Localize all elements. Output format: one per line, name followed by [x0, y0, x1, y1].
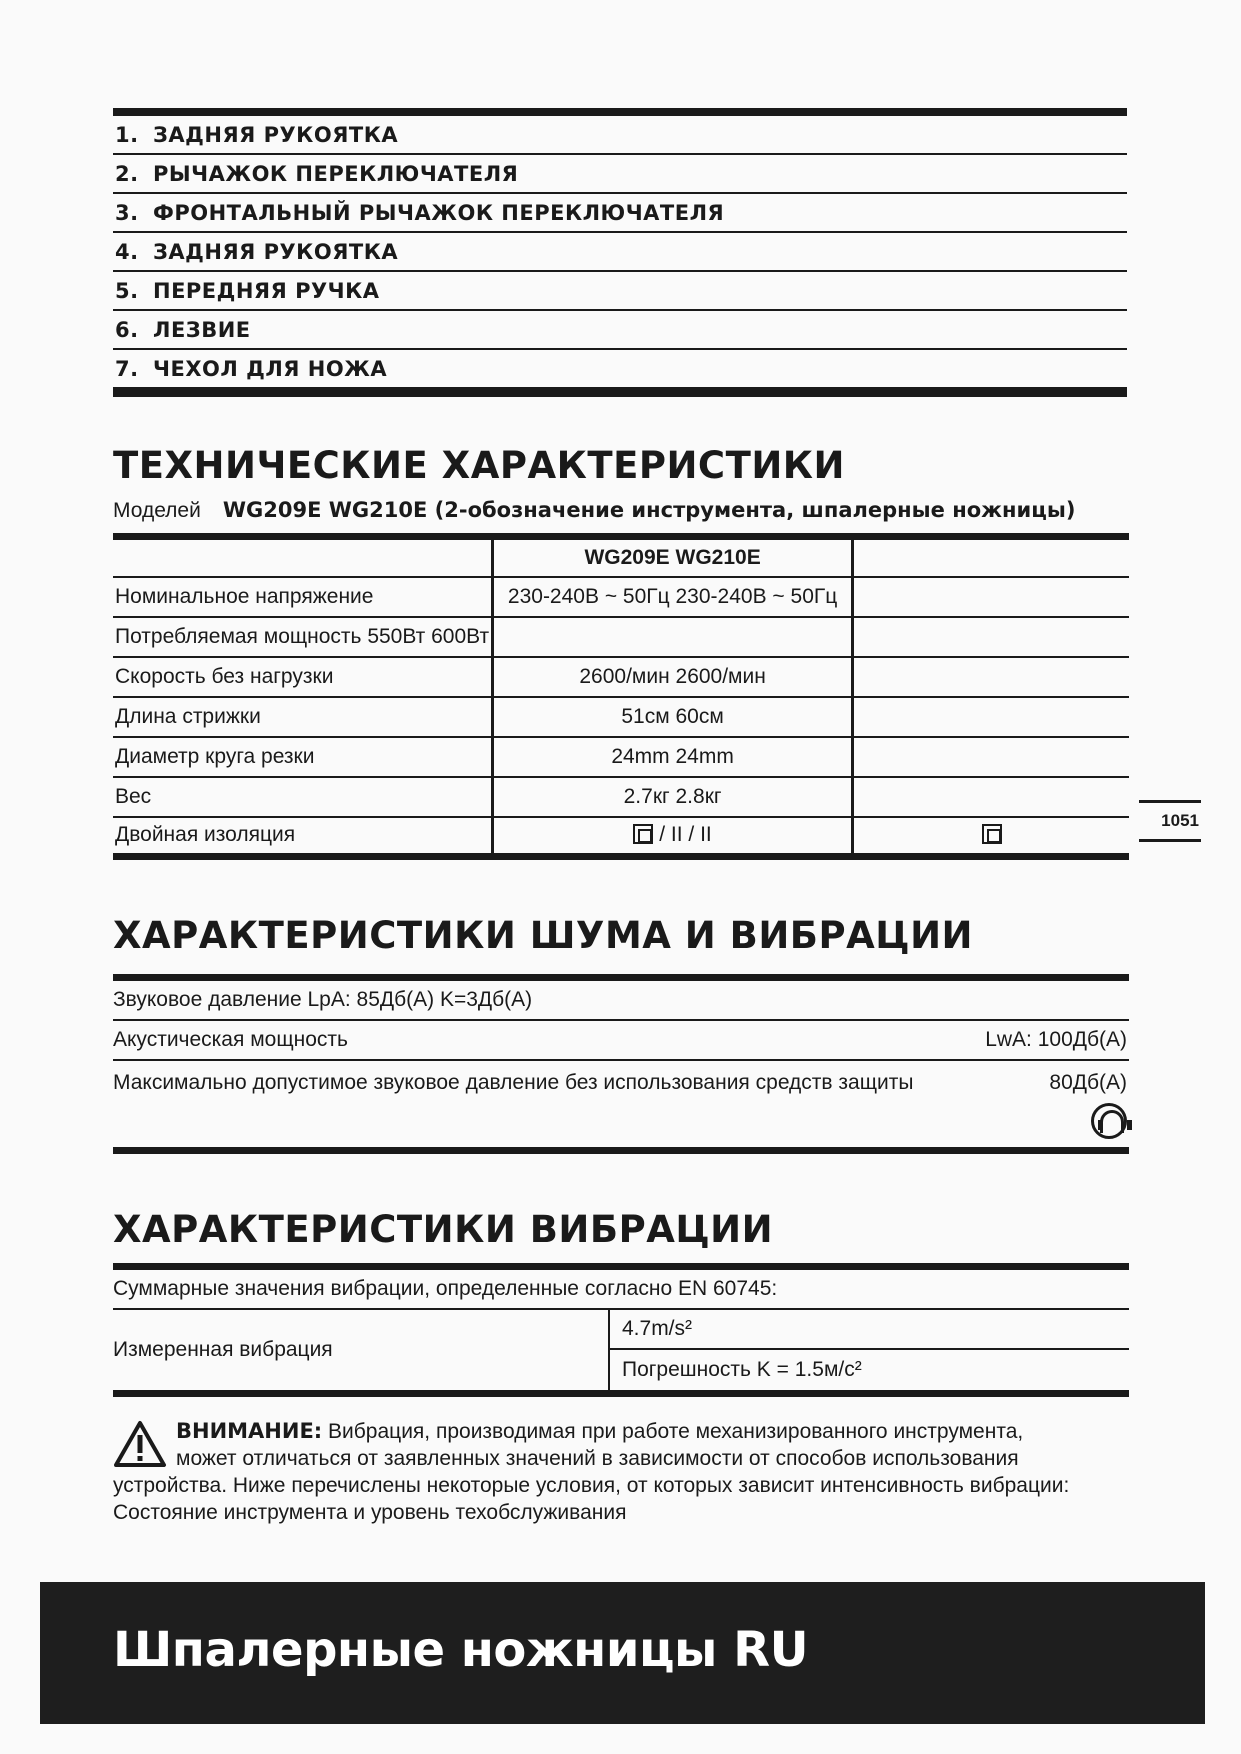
table-row: WG209E WG210E	[113, 537, 1129, 577]
vibration-title: ХАРАКТЕРИСТИКИ ВИБРАЦИИ	[113, 1208, 774, 1251]
noise-table	[113, 974, 1129, 1154]
spec-table	[113, 533, 1129, 860]
ear-protection-icon	[1091, 1103, 1127, 1139]
double-insulation-icon	[633, 824, 653, 844]
page-number: 1051	[1139, 800, 1201, 842]
part-item: 6. ЛЕЗВИЕ	[113, 311, 1127, 350]
table-row: Потребляемая мощность 550Вт 600Вт	[113, 617, 1129, 657]
models-line: Моделей WG209E WG210E (2-обозначение инструмента, шпалерные ножницы)	[113, 498, 1076, 522]
table-row: Суммарные значения вибрации, определенные согласно EN 60745:	[113, 1270, 1129, 1310]
table-row: Скорость без нагрузки 2600/мин 2600/мин	[113, 657, 1129, 697]
table-row: Максимально допустимое звуковое давление без использования средств защиты 80Дб(А)	[113, 1061, 1129, 1147]
parts-bottom-rule	[113, 389, 1127, 397]
parts-top-rule	[113, 108, 1127, 116]
warning-block: ВНИМАНИЕ: Вибрация, производимая при работе механизированного инструмента, может отличаться от заявленных значений в зависимости от способов использования устройства. Ниже перечислены некоторые условия, от которых зависит интенсивность вибрации: Состояние инструмента и уровень техобслуживания	[113, 1419, 1070, 1524]
table-row: Измеренная вибрация 4.7m/s² Погрешность K = 1.5м/с²	[113, 1310, 1129, 1390]
part-item: 4. ЗАДНЯЯ РУКОЯТКА	[113, 233, 1127, 272]
warning-icon	[113, 1420, 167, 1468]
table-row: Диаметр круга резки 24mm 24mm	[113, 737, 1129, 777]
table-row: Номинальное напряжение 230-240В ~ 50Гц 230-240В ~ 50Гц	[113, 577, 1129, 617]
part-item: 1. ЗАДНЯЯ РУКОЯТКА	[113, 116, 1127, 155]
tech-title: ТЕХНИЧЕСКИЕ ХАРАКТЕРИСТИКИ	[113, 444, 845, 487]
part-item: 7. ЧЕХОЛ ДЛЯ НОЖА	[113, 350, 1127, 389]
vibration-table	[113, 1263, 1129, 1397]
table-row: Звуковое давление LpA: 85Дб(А) K=3Дб(А)	[113, 981, 1129, 1021]
footer-title: Шпалерные ножницы RU	[113, 1622, 809, 1678]
part-item: 2. РЫЧАЖОК ПЕРЕКЛЮЧАТЕЛЯ	[113, 155, 1127, 194]
table-row: Длина стрижки 51см 60см	[113, 697, 1129, 737]
table-row: Вес 2.7кг 2.8кг	[113, 777, 1129, 817]
footer-band	[40, 1582, 1205, 1724]
part-item: 3. ФРОНТАЛЬНЫЙ РЫЧАЖОК ПЕРЕКЛЮЧАТЕЛЯ	[113, 194, 1127, 233]
noise-title: ХАРАКТЕРИСТИКИ ШУМА И ВИБРАЦИИ	[113, 914, 974, 957]
table-row: Акустическая мощность LwA: 100Дб(А)	[113, 1021, 1129, 1061]
part-item: 5. ПЕРЕДНЯЯ РУЧКА	[113, 272, 1127, 311]
double-insulation-icon	[982, 824, 1002, 844]
table-row: Двойная изоляция / II / II	[113, 817, 1129, 857]
parts-list	[113, 108, 1127, 397]
